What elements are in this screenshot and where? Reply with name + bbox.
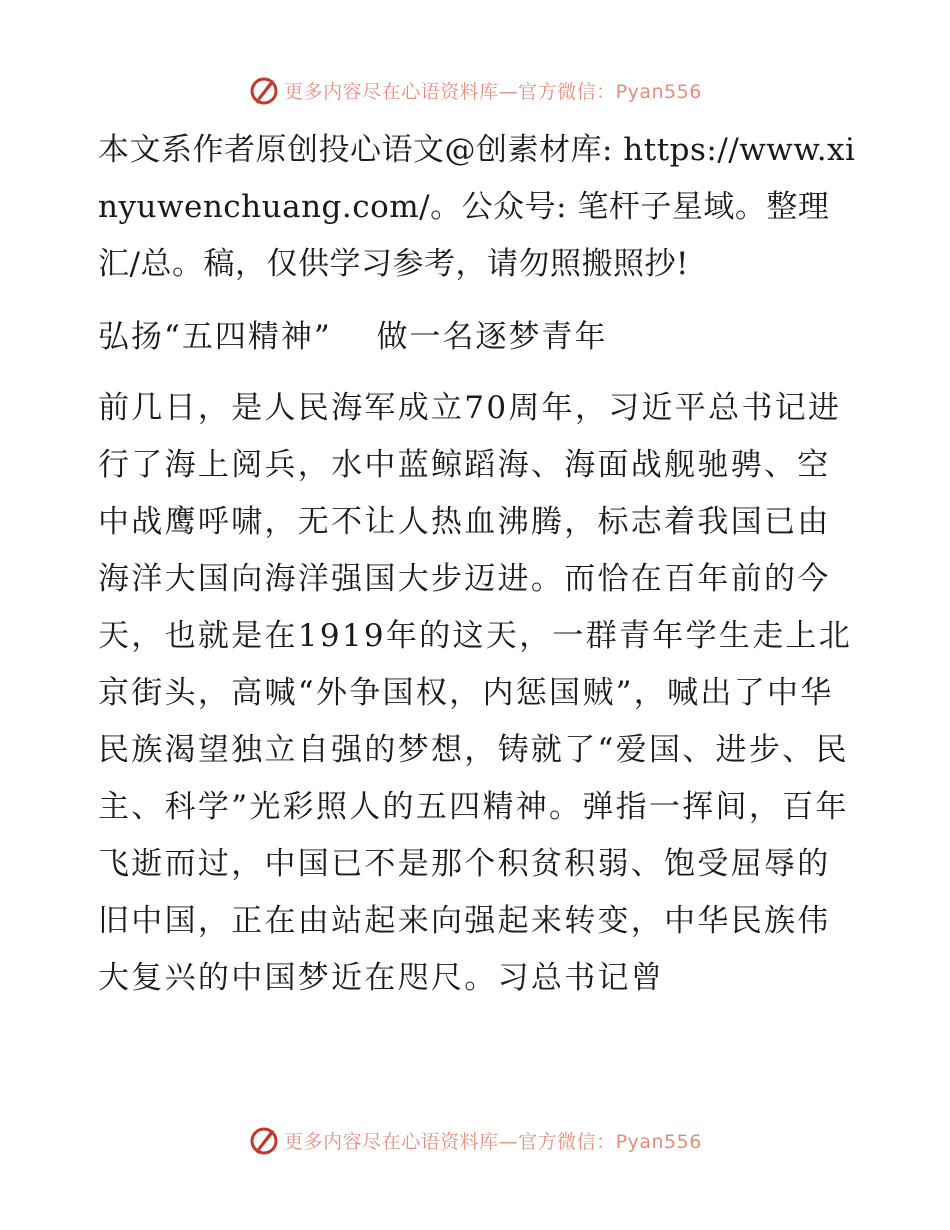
quill-logo-icon [248, 74, 280, 106]
document-body [98, 122, 858, 1007]
quill-logo-icon [248, 1124, 280, 1156]
copyright-notice: 本文系作者原创投心语文@创素材库: https://www.xinyuwenchuang.com/。公众号: 笔杆子星域。整理汇/总。稿，仅供学习参考，请勿照搬照抄! [98, 132, 856, 282]
header-banner [0, 70, 950, 110]
article-title: 弘扬“五四精神” 做一名逐梦青年 [98, 319, 608, 355]
article-paragraph: 前几日，是人民海军成立70周年，习近平总书记进行了海上阅兵，水中蓝鲸蹈海、海面战舰驰骋、空中战鹰呼啸，无不让人热血沸腾，标志着我国已由海洋大国向海洋强国大步迈进。而恰在百年前的今天，也就是在1919年的这天，一群青年学生走上北京街头，高喊“外争国权，内惩国贼”，喊出了中华民族渴望独立自强的梦想，铸就了“爱国、进步、民主、科学”光彩照人的五四精神。弹指一挥间，百年飞逝而过，中国已不是那个积贫积弱、饱受屈辱的旧中国，正在由站起来向强起来转变，中华民族伟大复兴的中国梦近在咫尺。习总书记曾 [98, 390, 853, 996]
footer-banner [0, 1120, 950, 1160]
header-banner-text: 更多内容尽在心语资料库—官方微信：Pyan556 [284, 80, 702, 103]
footer-banner-text: 更多内容尽在心语资料库—官方微信：Pyan556 [284, 1130, 702, 1153]
